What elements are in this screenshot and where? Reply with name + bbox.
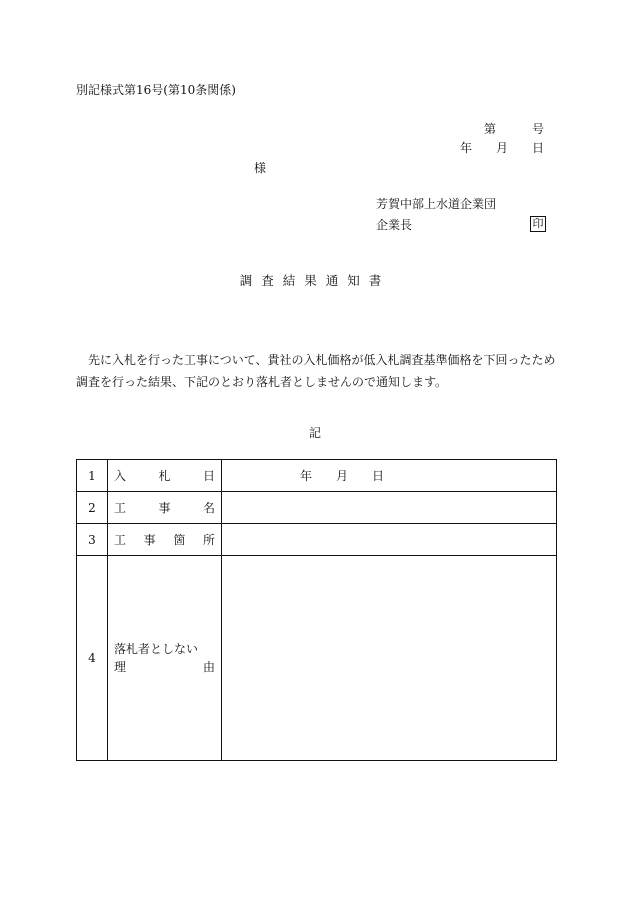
table-row: [77, 460, 557, 492]
label-char: 工: [114, 533, 127, 547]
addressee-suffix: 様: [254, 161, 267, 175]
sender-title: 企業長: [376, 218, 413, 232]
label-char: 事: [143, 533, 156, 547]
reason-value: [222, 556, 557, 761]
details-table: [76, 459, 557, 761]
work-location-value: [222, 524, 557, 556]
label-char: 由: [202, 660, 215, 674]
label-char: 工: [114, 501, 127, 515]
reason-label-line1: 落札者としない: [114, 642, 199, 656]
row-number: 3: [77, 524, 108, 556]
row-number: 4: [77, 556, 108, 761]
label-reason: [108, 556, 222, 761]
label-char: 札: [158, 469, 171, 483]
label-work-name: [108, 492, 222, 524]
label-char: 箇: [173, 533, 186, 547]
row-number: 2: [77, 492, 108, 524]
table-row: [77, 524, 557, 556]
label-bid-date: [108, 460, 222, 492]
document-title: 調査結果通知書: [239, 273, 391, 288]
label-char: 名: [202, 501, 215, 515]
row-number: 1: [77, 460, 108, 492]
form-number: 別記様式第16号(第10条関係): [76, 83, 236, 97]
label-work-location: [108, 524, 222, 556]
label-char: 入: [114, 469, 127, 483]
bid-date-value: 年 月 日: [222, 460, 557, 492]
label-char: 日: [202, 469, 215, 483]
label-char: 所: [202, 533, 215, 547]
label-char: 事: [158, 501, 171, 515]
label-char: 理: [114, 660, 127, 674]
table-row: [77, 492, 557, 524]
work-name-value: [222, 492, 557, 524]
sender-organization: 芳賀中部上水道企業団: [376, 197, 497, 211]
seal-mark: 印: [530, 216, 546, 232]
table-row: [77, 556, 557, 761]
document-number-line: 第 号: [483, 122, 544, 136]
ki-heading: 記: [308, 426, 321, 440]
issue-date-line: 年 月 日: [459, 141, 544, 155]
notice-body: 先に入札を行った工事について、貴社の入札価格が低入札調査基準価格を下回ったため調査を行った結果、下記のとおり落札者としませんので通知します。: [76, 353, 556, 389]
